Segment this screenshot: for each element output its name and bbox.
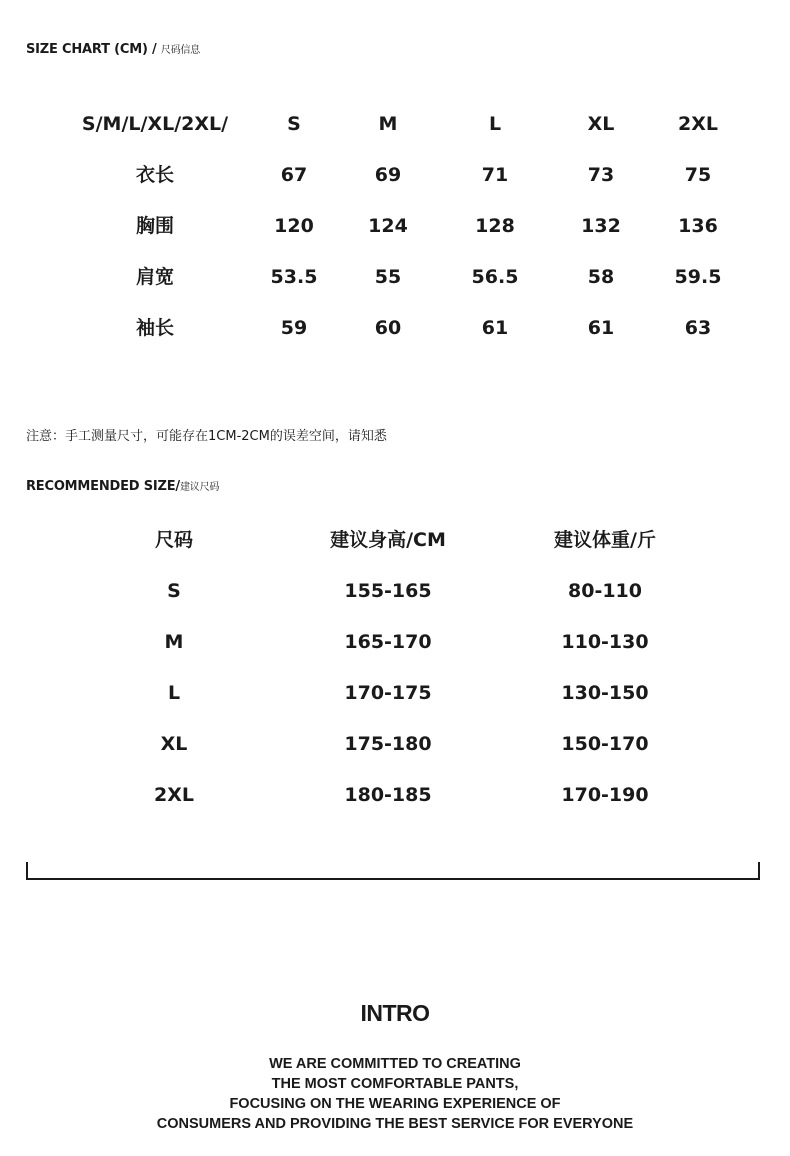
recommended-size-subtitle: 建议尺码 — [179, 482, 220, 493]
recommended-cell-height: 180-185 — [344, 784, 432, 806]
recommended-cell-size: L — [167, 682, 181, 704]
intro-line: FOCUSING ON THE WEARING EXPERIENCE OF — [229, 1096, 561, 1112]
recommended-cell-weight: 130-150 — [561, 682, 649, 704]
size-chart-title: SIZE CHART (CM) — [26, 42, 148, 57]
recommended-cell-height: 175-180 — [344, 733, 432, 755]
size-chart-cell: 128 — [475, 215, 515, 237]
recommended-header-size: 尺码 — [154, 529, 194, 551]
size-chart-cell: 75 — [684, 164, 712, 186]
size-chart-header-m: M — [378, 113, 398, 135]
measurement-note: 注意：手工测量尺寸，可能存在1CM-2CM的误差空间，请知悉 — [26, 429, 387, 444]
recommended-cell-height: 170-175 — [344, 682, 432, 704]
size-chart-cell: 132 — [581, 215, 621, 237]
size-chart-cell: 136 — [678, 215, 718, 237]
size-chart-cell: 61 — [481, 317, 509, 339]
recommended-size-title-separator: / — [175, 479, 180, 494]
recommended-header-height: 建议身高/CM — [330, 529, 446, 551]
size-chart-header-xl: XL — [587, 113, 615, 135]
recommended-cell-size: XL — [160, 733, 188, 755]
size-chart-header-s: S — [287, 113, 301, 135]
size-chart-header-label: S/M/L/XL/2XL/ — [81, 113, 229, 135]
intro-title: INTRO — [360, 1000, 430, 1026]
recommended-cell-weight: 170-190 — [561, 784, 649, 806]
size-chart-heading — [26, 38, 200, 57]
size-chart-row-label: 袖长 — [135, 317, 175, 339]
size-chart-row-label: 衣长 — [135, 164, 175, 186]
size-chart-cell: 58 — [587, 266, 615, 288]
size-chart-subtitle: 尺码信息 — [160, 45, 201, 56]
recommended-cell-size: S — [167, 580, 181, 602]
recommended-cell-weight: 80-110 — [568, 580, 642, 602]
recommended-cell-height: 165-170 — [344, 631, 432, 653]
size-chart-row-label: 肩宽 — [135, 266, 175, 288]
intro-line: THE MOST COMFORTABLE PANTS, — [271, 1076, 519, 1092]
size-chart-title-separator: / — [147, 42, 161, 57]
intro-line: WE ARE COMMITTED TO CREATING — [269, 1056, 521, 1072]
size-chart-row-label: 胸围 — [135, 215, 175, 237]
intro-line: CONSUMERS AND PROVIDING THE BEST SERVICE FOR EVERYONE — [156, 1116, 634, 1132]
size-chart-header-2xl: 2XL — [678, 113, 718, 135]
section-divider — [26, 862, 760, 880]
recommended-header-weight: 建议体重/斤 — [554, 529, 656, 551]
size-chart-cell: 60 — [374, 317, 402, 339]
recommended-cell-size: M — [164, 631, 184, 653]
size-chart-cell: 53.5 — [270, 266, 318, 288]
size-chart-cell: 71 — [481, 164, 509, 186]
size-chart-cell: 69 — [374, 164, 402, 186]
size-chart-cell: 63 — [684, 317, 712, 339]
recommended-cell-size: 2XL — [154, 784, 194, 806]
size-chart-header-l: L — [488, 113, 502, 135]
recommended-size-title: RECOMMENDED SIZE — [26, 479, 176, 494]
size-chart-cell: 59.5 — [674, 266, 722, 288]
size-chart-cell: 56.5 — [471, 266, 519, 288]
recommended-size-heading — [26, 475, 219, 494]
size-chart-cell: 67 — [280, 164, 308, 186]
recommended-cell-height: 155-165 — [344, 580, 432, 602]
size-chart-cell: 120 — [274, 215, 314, 237]
size-chart-cell: 73 — [587, 164, 615, 186]
size-chart-cell: 124 — [368, 215, 408, 237]
size-chart-cell: 59 — [280, 317, 308, 339]
recommended-cell-weight: 110-130 — [561, 631, 649, 653]
recommended-cell-weight: 150-170 — [561, 733, 649, 755]
size-chart-cell: 61 — [587, 317, 615, 339]
size-chart-cell: 55 — [374, 266, 402, 288]
